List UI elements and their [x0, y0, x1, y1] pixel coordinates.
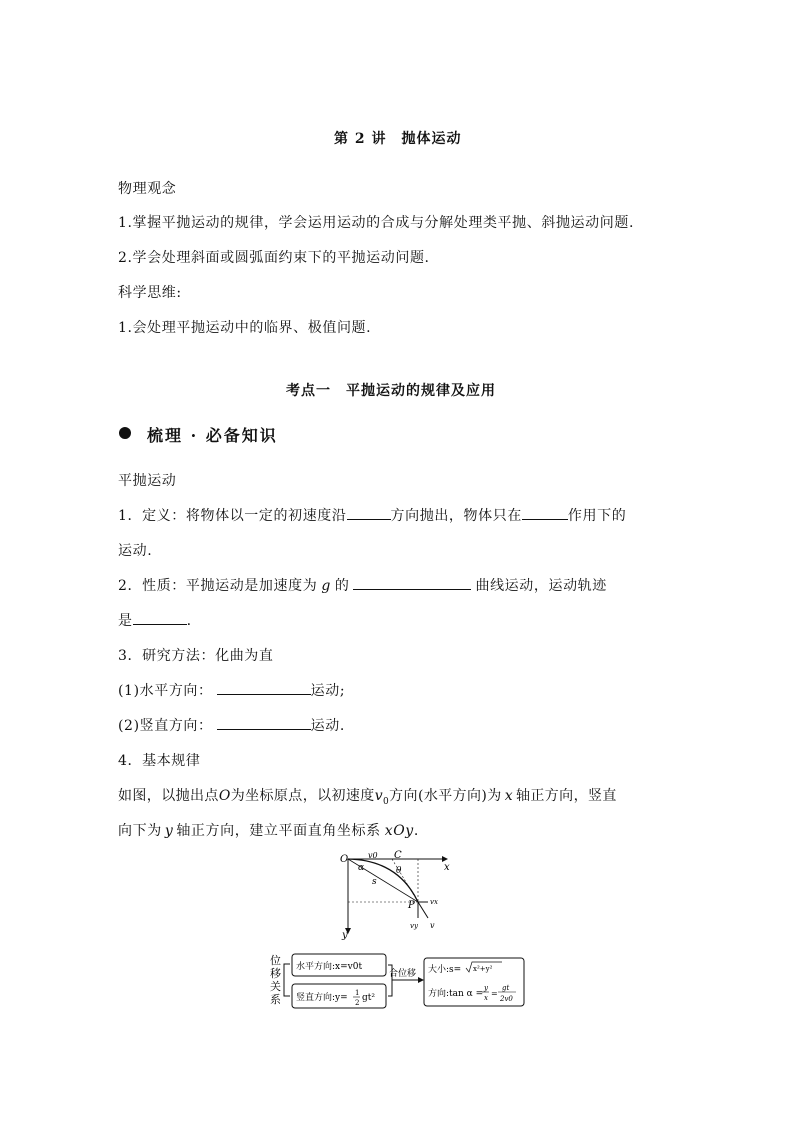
direction-formula: 方向:tan α = [428, 989, 484, 999]
body-heading: 平抛运动 [118, 473, 177, 489]
section-bullet-icon [119, 427, 131, 439]
side-label-3: 关 [270, 980, 281, 993]
horizontal-line [118, 680, 345, 700]
vertical-text-b: 运动. [310, 718, 345, 734]
projectile-figure [338, 848, 458, 940]
section-title: 梳理 · 必备知识 [147, 426, 278, 445]
vertical-formula-tail: gt² [362, 993, 375, 1003]
symbol-v0: v [374, 788, 384, 804]
law-heading: 4．基本规律 [118, 753, 201, 769]
displacement-diagram [264, 950, 528, 1012]
objective-3: 1.会处理平抛运动中的临界、极值问题. [118, 320, 372, 336]
property-text-c: 曲线运动，运动轨迹 [475, 578, 607, 594]
property-line [118, 575, 607, 595]
coordinate-line-1 [118, 785, 617, 807]
blank-motion-type [353, 577, 471, 590]
coord-text-f: 轴正方向，建立平面直角坐标系 [176, 823, 381, 839]
coord-text-c: 方向(水平方向)为 [389, 788, 502, 804]
half-numerator: 1 [355, 989, 360, 997]
symbol-xOy: xOy [384, 823, 414, 839]
property-text-e: . [186, 613, 192, 629]
property-line-2 [118, 610, 192, 630]
frac-y: y [484, 984, 488, 992]
objective-1: 1.掌握平抛运动的规律，学会运用运动的合成与分解处理类平抛、斜抛运动问题. [118, 215, 635, 231]
vertical-line [118, 715, 345, 735]
blank-horizontal [217, 682, 311, 695]
side-label-2: 移 [270, 967, 281, 980]
property-text-d: 是 [118, 613, 133, 629]
side-label-4: 系 [270, 993, 281, 1006]
svg-text:=: = [491, 989, 498, 998]
label-C: C [394, 850, 402, 861]
label-theta: θ [396, 866, 402, 876]
symbol-y: y [164, 823, 174, 839]
blank-trajectory [133, 612, 187, 625]
physics-concept-heading: 物理观念 [118, 181, 177, 197]
vertical-text-a: (2)竖直方向： [118, 718, 213, 734]
side-label-1: 位 [270, 954, 281, 967]
objective-2: 2.学会处理斜面或圆弧面约束下的平抛运动问题. [118, 250, 430, 266]
symbol-O: O [218, 788, 231, 804]
coordinate-line-2 [118, 820, 419, 840]
half-denominator: 2 [355, 999, 360, 1007]
topic-title: 考点一 平抛运动的规律及应用 [286, 383, 496, 399]
coord-text-g: . [413, 823, 419, 839]
definition-line [118, 505, 626, 525]
symbol-g: g [321, 578, 331, 594]
coord-text-d: 轴正方向，竖直 [515, 788, 617, 804]
coord-text-e: 向下为 [118, 823, 162, 839]
science-thinking-heading: 科学思维: [118, 285, 182, 301]
label-O: O [340, 854, 349, 865]
v-vector [418, 902, 428, 918]
horizontal-text-b: 运动; [310, 683, 346, 699]
definition-text-c: 作用下的 [567, 508, 627, 524]
label-s: s [372, 877, 377, 887]
method-line: 3．研究方法：化曲为直 [118, 648, 274, 664]
symbol-x: x [504, 788, 513, 804]
blank-direction [347, 507, 391, 520]
merge-arrow-icon [418, 977, 424, 983]
coord-text-b: 为坐标原点，以初速度 [230, 788, 375, 804]
label-y: y [342, 930, 348, 940]
definition-text-a: 1．定义：将物体以一定的初速度沿 [118, 508, 347, 524]
label-alpha: α [358, 863, 365, 873]
definition-text-d: 运动. [118, 543, 153, 559]
combined-label: 合位移 [389, 969, 417, 979]
frac-gt: gt [502, 984, 510, 992]
blank-vertical [217, 717, 311, 730]
lesson-title: 第 2 讲 抛体运动 [334, 131, 462, 147]
label-v: v [430, 921, 435, 930]
label-vx: vx [430, 898, 438, 906]
frac-x: x [484, 994, 488, 1002]
label-vy: vy [410, 922, 418, 930]
magnitude-radicand: x²+y² [473, 965, 493, 973]
horizontal-text-a: (1)水平方向： [118, 683, 213, 699]
vertical-formula: 竖直方向:y= [296, 993, 348, 1003]
property-text-b: 的 [334, 578, 350, 594]
property-text-a: 2．性质：平抛运动是加速度为 [118, 578, 318, 594]
horizontal-formula: 水平方向:x=v0t [296, 962, 363, 972]
frac-2v0: 2v0 [500, 995, 513, 1003]
label-v0: v0 [368, 851, 378, 860]
coord-text-a: 如图，以抛出点 [118, 788, 219, 804]
definition-text-b: 方向抛出，物体只在 [390, 508, 522, 524]
blank-force [522, 507, 568, 520]
side-bracket [284, 964, 290, 996]
symbol-v0-sub: 0 [383, 796, 390, 807]
label-P: P [408, 900, 415, 911]
magnitude-formula: 大小:s= [428, 965, 462, 975]
label-x: x [444, 862, 450, 873]
